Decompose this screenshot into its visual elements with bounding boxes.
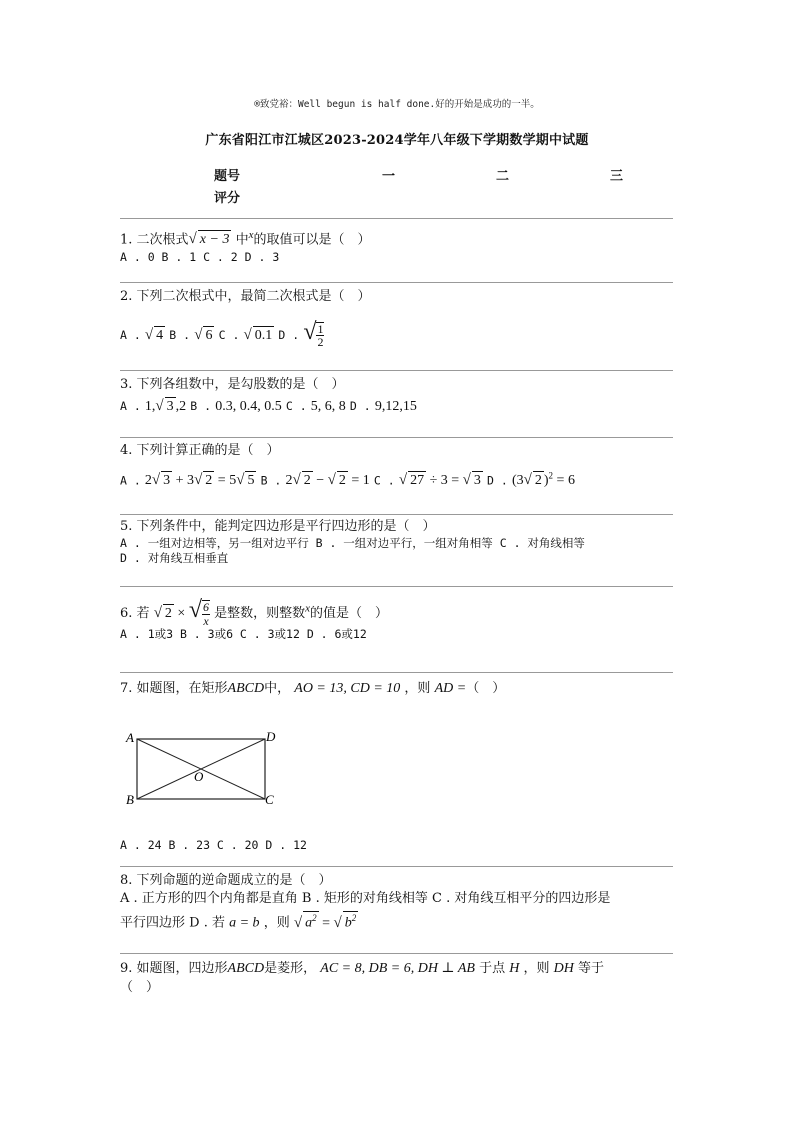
divider bbox=[120, 866, 673, 867]
divider bbox=[120, 370, 673, 371]
q4-opt-d: (3√ 2 )$^2$ = 6 bbox=[512, 473, 575, 488]
q6-frac-den: x bbox=[203, 613, 209, 628]
q3-opt-b: 0.3, 0.4, 0.5 bbox=[215, 398, 282, 414]
q2-opt-d-num: 1 bbox=[317, 321, 324, 336]
q6-expression: √ 2 × √ $\frac{6}{x}$ bbox=[153, 597, 209, 628]
q4-opt-a-label: A . bbox=[120, 473, 141, 488]
q1-radicand: x − 3 bbox=[198, 230, 232, 250]
q5-options-line-1: A . 一组对边相等，另一组对边平行 B . 一组对边平行，一组对角相等 C . 对角线相等 bbox=[120, 535, 585, 550]
q9-stem: 9. 如题图，四边形 bbox=[120, 961, 228, 976]
label-b: B bbox=[126, 792, 134, 807]
q3-opt-a-3: ,2 bbox=[175, 398, 187, 414]
q4-opt-b-label: B . bbox=[260, 473, 282, 488]
q6-frac-num: 6 bbox=[203, 600, 209, 615]
q3-opt-a-1: 1, bbox=[144, 398, 156, 414]
divider bbox=[120, 586, 673, 587]
q5-options-line-2: D . 对角线互相垂直 bbox=[120, 551, 229, 566]
question-8 bbox=[120, 872, 676, 934]
q7-rect: ABCD bbox=[227, 681, 265, 696]
divider bbox=[120, 282, 673, 283]
q2-opt-a-label: A . bbox=[120, 327, 141, 342]
q2-opt-d-label: D . bbox=[278, 327, 300, 342]
q9-shape: ABCD bbox=[227, 961, 265, 976]
question-3: 3. 下列各组数中，是勾股数的是（ ） A . 1,√ 3 ,2 B . 0.3, 0.4, 0.5 C . 5, 6, 8 D . 9,12,15 bbox=[120, 376, 676, 416]
q1-var: x bbox=[248, 229, 254, 241]
divider bbox=[120, 953, 673, 954]
q2-opt-c-label: C . bbox=[218, 327, 240, 342]
q2-opt-d-den: 2 bbox=[317, 335, 324, 350]
q1-stem-mid: 中 bbox=[235, 232, 249, 248]
q3-opt-a-2: 3 bbox=[165, 397, 176, 417]
q3-stem: 3. 下列各组数中，是勾股数的是（ ） bbox=[120, 377, 345, 392]
question-7 bbox=[120, 680, 676, 699]
q2-opt-b: 6 bbox=[203, 326, 214, 346]
rectangle-diagram bbox=[120, 724, 290, 814]
q9-point: H bbox=[509, 961, 520, 976]
q8-condition: a = b bbox=[229, 915, 260, 931]
divider bbox=[120, 218, 673, 219]
q8-options-line-3: 平行四边形 D . 若 bbox=[120, 915, 225, 931]
label-a: A bbox=[126, 730, 134, 745]
q9-stem-equals: 等于 bbox=[578, 961, 605, 976]
q3-opt-b-label: B . bbox=[190, 398, 212, 413]
q4-opt-c-label: C . bbox=[373, 473, 395, 488]
q3-opt-a-label: A . bbox=[120, 398, 141, 413]
q4-opt-c: √ 27 ÷ 3 = √ 3 bbox=[399, 473, 483, 488]
q7-options: A . 24 B . 23 C . 20 D . 12 bbox=[120, 838, 307, 852]
question-4 bbox=[120, 442, 676, 491]
q6-var: x bbox=[305, 602, 311, 615]
q6-suffix-end: 的值是（ ） bbox=[310, 606, 389, 621]
question-6 bbox=[120, 594, 676, 643]
q3-opt-d-label: D . bbox=[349, 398, 371, 413]
q7-ask: AD = bbox=[434, 681, 467, 696]
q8-options-line-2: A . 正方形的四个内角都是直角 B . 矩形的对角线相等 C . 对角线互相平分的四边形是 bbox=[120, 890, 611, 906]
label-c: C bbox=[265, 792, 274, 807]
divider bbox=[120, 672, 673, 673]
q9-ask: DH bbox=[553, 961, 574, 976]
q2-stem: 2. 下列二次根式中，最简二次根式是（ ） bbox=[120, 289, 371, 304]
question-1: 1. 二次根式√ x − 3 中$^x$的取值可以是（ ） A . 0 B . 1 C . 2 D . 3 bbox=[120, 228, 676, 266]
q5-stem: 5. 下列条件中，能判定四边形是平行四边形的是（ ） bbox=[120, 519, 436, 534]
q4-opt-b: 2√ 2 − √ 2 = 1 bbox=[286, 473, 370, 488]
document-title: 广东省阳江市江城区2023-2024学年八年级下学期数学期中试题 bbox=[205, 133, 589, 148]
score-table-col-3: 三 bbox=[610, 169, 624, 184]
q7-stem-then: ，则 bbox=[404, 681, 431, 696]
q1-stem-end: 的取值可以是（ ） bbox=[253, 232, 371, 248]
q4-stem: 4. 下列计算正确的是（ ） bbox=[120, 443, 280, 458]
q9-condition: AC = 8, DB = 6, DH ⊥ AB bbox=[320, 961, 475, 976]
header-motto: ®致党裕：Well begun is half done.好的开始是成功的一半。 bbox=[254, 99, 540, 110]
q7-stem-end: （ ） bbox=[466, 681, 506, 696]
q2-opt-a: 4 bbox=[154, 326, 165, 346]
divider bbox=[120, 437, 673, 438]
rectangle-figure bbox=[120, 724, 290, 814]
label-d: D bbox=[266, 729, 276, 744]
q2-opt-c: 0.1 bbox=[253, 326, 275, 346]
q7-stem: 7. 如题图，在矩形 bbox=[120, 681, 228, 696]
score-table-col-1: 一 bbox=[382, 169, 396, 184]
q6-suffix: 是整数，则整数 bbox=[214, 606, 306, 621]
q9-blank: （ ） bbox=[120, 979, 160, 995]
q8-stem: 8. 下列命题的逆命题成立的是（ ） bbox=[120, 873, 332, 888]
q4-opt-d-label: D . bbox=[487, 473, 508, 488]
question-5 bbox=[120, 518, 676, 567]
q1-stem: 1. 二次根式 bbox=[120, 232, 189, 248]
q7-condition: AO = 13, CD = 10 bbox=[294, 681, 401, 696]
q3-opt-c-label: C . bbox=[285, 398, 307, 413]
score-table-col-2: 二 bbox=[496, 169, 510, 184]
question-9 bbox=[120, 960, 676, 996]
q3-opt-d: 9,12,15 bbox=[374, 398, 417, 414]
divider bbox=[120, 514, 673, 515]
q9-stem-then: ，则 bbox=[523, 961, 550, 976]
q4-opt-a: 2√ 3 + 3√ 2 = 5√ 5 bbox=[145, 473, 257, 488]
q9-stem-mid: 是菱形， bbox=[264, 961, 317, 976]
q3-opt-c: 5, 6, 8 bbox=[310, 398, 346, 414]
score-table-score-label: 评分 bbox=[214, 191, 241, 206]
question-2: 2. 下列二次根式中，最简二次根式是（ ） A . √ 4 B . √ 6 C . √ 0.1 D . √ $\frac{1}{2}$ bbox=[120, 288, 676, 349]
q6-options: A . 1或3 B . 3或6 C . 3或12 D . 6或12 bbox=[120, 627, 367, 642]
label-o: O bbox=[194, 769, 204, 784]
q2-opt-b-label: B . bbox=[169, 327, 191, 342]
q1-options: A . 0 B . 1 C . 2 D . 3 bbox=[120, 250, 280, 265]
q9-stem-at: 于点 bbox=[479, 961, 506, 976]
q7-stem-mid: 中， bbox=[264, 681, 291, 696]
q6-prefix: 6. 若 bbox=[120, 606, 150, 621]
q8-conclusion: √ $a^2$ = √ $b^2$ bbox=[294, 916, 358, 931]
score-table-header-label: 题号 bbox=[214, 169, 241, 184]
q8-then: ，则 bbox=[263, 915, 290, 931]
